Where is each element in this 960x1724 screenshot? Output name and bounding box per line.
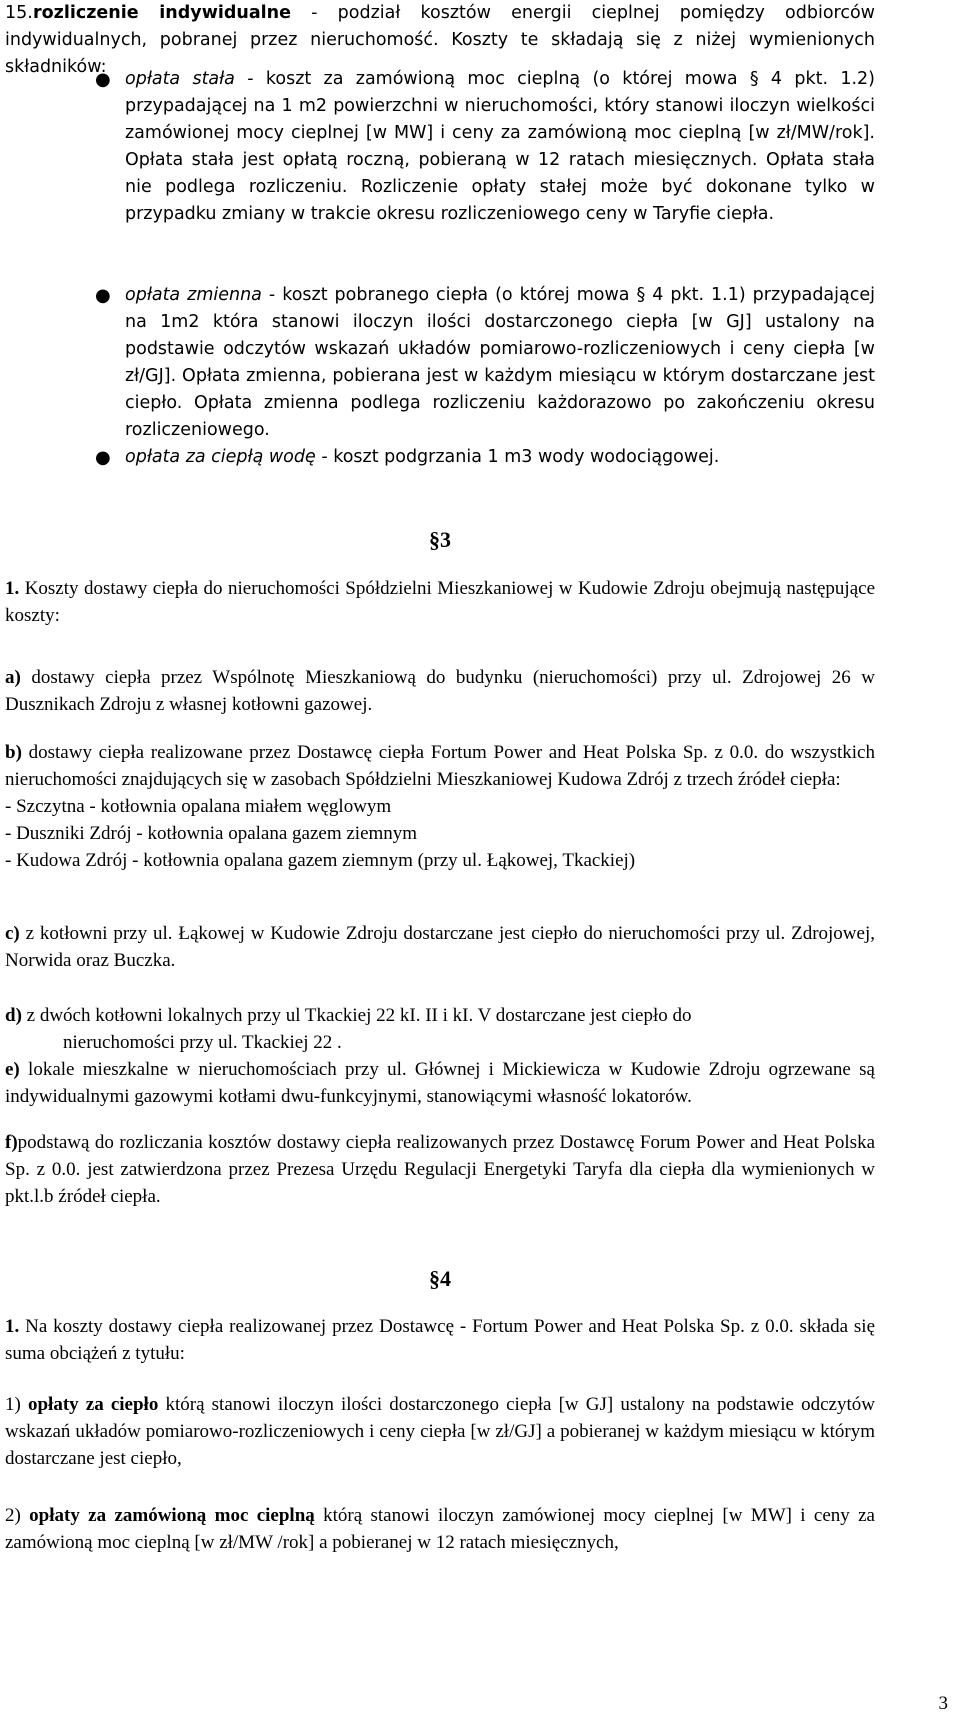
section-3-item-f: [5, 1129, 875, 1210]
source-list-item: - Kudowa Zdrój - kotłownia opalana gazem ziemnym (przy ul. Łąkowej, Tkackiej): [5, 850, 636, 871]
item-number: 1): [5, 1394, 21, 1415]
source-list-item: - Szczytna - kotłownia opalana miałem węglowym: [5, 796, 392, 817]
section-3-item-d: [5, 1002, 875, 1056]
paragraph-text: Na koszty dostawy ciepła realizowanej przez Dostawcę - Fortum Power and Heat Polska Sp. z 0.0. składa się suma obciążeń z tytułu:: [5, 1316, 875, 1364]
item-label: c): [5, 923, 20, 944]
section-4-item-1: [5, 1391, 875, 1472]
paragraph-number: 1.: [5, 1316, 20, 1337]
bullet-icon: ●: [95, 447, 111, 468]
source-list-item: - Duszniki Zdrój - kotłownia opalana gazem ziemnym: [5, 823, 418, 844]
section-4-paragraph-1: [5, 1313, 875, 1367]
bullet-hot-water-fee: [95, 444, 875, 471]
bullet-icon: ●: [95, 285, 111, 306]
item-text: z dwóch kotłowni lokalnych przy ul Tkackiej 22 kI. II i kI. V dostarczane jest ciepło do: [21, 1005, 692, 1026]
bullet-variable-fee: [95, 282, 875, 444]
source-list: [5, 793, 875, 874]
bullet-term: opłata za ciepłą wodę: [125, 447, 316, 467]
item-term: opłaty za ciepło: [27, 1394, 159, 1415]
section-3-item-b: [5, 739, 875, 874]
item-term: opłaty za zamówioną moc cieplną: [29, 1505, 315, 1526]
section-4-heading: §4: [429, 1266, 451, 1291]
item-text: podstawą do rozliczania kosztów dostawy ciepła realizowanych przez Dostawcę Forum Power and Heat Polska Sp. z 0.0. jest zatwierdzona przez Prezesa Urzędu Regulacji Energetyki Taryfa dla ciepła dla wymienionych w pkt.l.b źródeł ciepła.: [5, 1132, 875, 1207]
item-text: dostawy ciepła realizowane przez Dostawcę ciepła Fortum Power and Heat Polska Sp. z 0.0. do wszystkich nieruchomości znajdujących się w zasobach Spółdzielni Mieszkaniowej Kudowa Zdrój z trzech źródeł ciepła:: [5, 742, 875, 790]
item-label: f): [5, 1132, 18, 1153]
item-15-number: 15.: [5, 3, 33, 23]
item-text: którą stanowi iloczyn ilości dostarczonego ciepła [w GJ] ustalony na podstawie odczytów wskazań układów pomiarowo-rozliczeniowych i ceny ciepła [w zł/GJ] a pobieranej w każdym miesiącu w którym dostarczane jest ciepło,: [5, 1394, 875, 1469]
item-15-title: rozliczenie indywidualne: [33, 3, 291, 23]
bullet-text: - koszt pobranego ciepła (o której mowa § 4 pkt. 1.1) przypadającej na 1m2 która stanowi iloczyn ilości dostarczonego ciepła [w GJ] ustalony na podstawie odczytów wskazań układów pomiarowo-rozliczeniowych i ceny ciepła [w zł/GJ]. Opłata zmienna, pobierana jest w każdym miesiącu w którym dostarczane jest ciepło. Opłata zmienna podlega rozliczeniu każdorazowo po zakończeniu okresu rozliczeniowego.: [125, 285, 875, 440]
item-text: którą stanowi iloczyn zamówionej mocy cieplnej [w MW] i ceny za zamówioną moc cieplną [w zł/MW /rok] a pobieranej w 12 ratach miesięcznych,: [5, 1505, 875, 1553]
item-text-continuation: nieruchomości przy ul. Tkackiej 22 .: [63, 1032, 342, 1053]
section-3-heading: §3: [429, 527, 451, 552]
item-text: dostawy ciepła przez Wspólnotę Mieszkaniową do budynku (nieruchomości) przy ul. Zdrojowej 26 w Dusznikach Zdroju z własnej kotłowni gazowej.: [5, 667, 875, 715]
item-label: b): [5, 742, 22, 763]
item-number: 2): [5, 1505, 21, 1526]
page-number: 3: [938, 1693, 948, 1714]
item-15-text: - podział kosztów energii cieplnej pomiędzy odbiorców indywidualnych, pobranej przez nieruchomość. Koszty te składają się z niżej wymienionych składników:: [5, 3, 875, 77]
paragraph-number: 1.: [5, 578, 20, 599]
bullet-fixed-fee: [95, 66, 875, 228]
section-3-paragraph-1: [5, 575, 875, 629]
section-3-item-e: [5, 1056, 875, 1110]
section-3-item-a: [5, 664, 875, 718]
bullet-term: opłata stała: [125, 69, 235, 89]
bullet-term: opłata zmienna: [125, 285, 262, 305]
bullet-text: - koszt za zamówioną moc cieplną (o której mowa § 4 pkt. 1.2) przypadającej na 1 m2 powierzchni w nieruchomości, który stanowi iloczyn wielkości zamówionej mocy cieplnej [w MW] i ceny za zamówioną moc cieplną [w zł/MW/rok]. Opłata stała jest opłatą roczną, pobieraną w 12 ratach miesięcznych. Opłata stała nie podlega rozliczeniu. Rozliczenie opłaty stałej może być dokonane tylko w przypadku zmiany w trakcie okresu rozliczeniowego ceny w Taryfie ciepła.: [125, 69, 875, 224]
item-label: e): [5, 1059, 20, 1080]
item-text: lokale mieszkalne w nieruchomościach przy ul. Głównej i Mickiewicza w Kudowie Zdroju ogrzewane są indywidualnymi gazowymi kotłami dwu-funkcyjnymi, stanowiącymi własność lokatorów.: [5, 1059, 875, 1107]
item-label: d): [5, 1005, 22, 1026]
bullet-text: - koszt podgrzania 1 m3 wody wodociągowej.: [315, 447, 720, 467]
item-label: a): [5, 667, 21, 688]
bullet-icon: ●: [95, 69, 111, 90]
item-text: z kotłowni przy ul. Łąkowej w Kudowie Zdroju dostarczane jest ciepło do nieruchomości przy ul. Zdrojowej, Norwida oraz Buczka.: [5, 923, 875, 971]
section-4-item-2: [5, 1502, 875, 1556]
section-3-item-c: [5, 920, 875, 974]
paragraph-text: Koszty dostawy ciepła do nieruchomości Spółdzielni Mieszkaniowej w Kudowie Zdroju obejmują następujące koszty:: [5, 578, 875, 626]
